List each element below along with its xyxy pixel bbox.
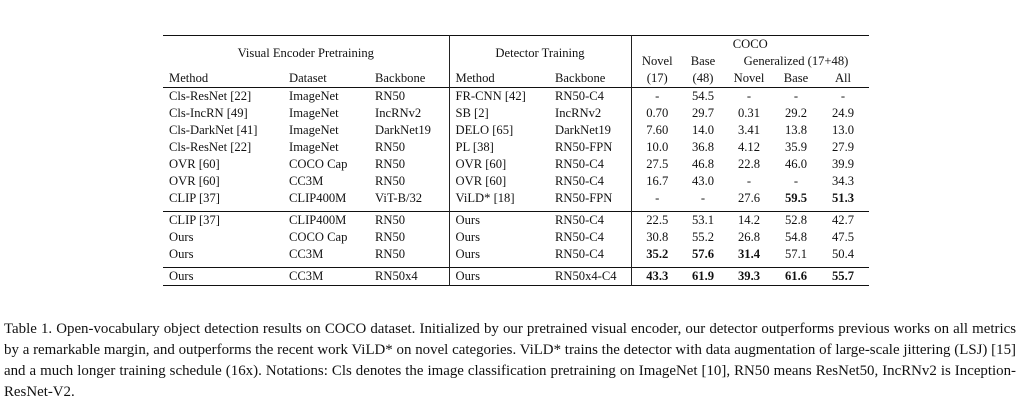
table-cell: 35.2 [631,246,683,263]
table-cell: 61.6 [784,269,808,284]
table-row [163,88,869,106]
table-cell: CLIP400M [289,213,347,228]
table-cell: - [700,191,706,206]
table-cell: COCO Cap [289,230,348,245]
table-cell: 50.4 [831,247,855,262]
table-cell: RN50-FPN [555,191,613,206]
table-cell: RN50-FPN [555,140,613,155]
table-cell: OVR [60] [449,156,549,173]
table-cell: 24.9 [831,106,855,121]
table-row [163,190,869,207]
table-cell: 22.8 [737,157,761,172]
table-cell: CLIP400M [289,191,347,206]
header-coco: COCO [631,36,869,54]
table-cell: CC3M [289,174,324,189]
table-cell: RN50x4 [375,269,418,284]
table-cell: 30.8 [631,229,683,246]
table-cell: RN50-C4 [555,230,604,245]
table-row [163,246,869,263]
table-cell: RN50-C4 [555,247,604,262]
table-row [163,105,869,122]
table-cell: 14.2 [737,213,761,228]
table-cell: 51.3 [831,191,855,206]
table-cell: CC3M [289,269,324,284]
table-cell: CLIP [37] [169,213,220,228]
results-table [163,35,869,286]
table-cell: RN50 [375,174,406,189]
table-cell: 27.5 [631,156,683,173]
header-base-line1: Base [690,54,716,69]
table-cell: Ours [449,268,549,286]
table-cell: 26.8 [737,230,761,245]
table-cell: RN50 [375,157,406,172]
table-cell: RN50 [375,89,406,104]
table-cell: 57.6 [691,247,715,262]
header-g-base: Base [783,71,809,86]
table-cell: 34.3 [831,174,855,189]
table-cell: 4.12 [737,140,761,155]
header-det-method: Method [449,70,549,88]
table-cell: Ours [449,212,549,230]
table-cell: 47.5 [831,230,855,245]
table-cell: 10.0 [631,139,683,156]
table-cell: 27.6 [737,191,761,206]
table-cell: 59.5 [784,191,808,206]
table-cell: IncRNv2 [555,106,602,121]
table-cell: CC3M [289,247,324,262]
table-cell: RN50-C4 [555,213,604,228]
header-detector-training: Detector Training [449,36,631,71]
table-cell: 0.31 [737,106,761,121]
header-base-line2: (48) [692,71,714,86]
table-cell: ViT-B/32 [375,191,423,206]
table-row [163,156,869,173]
table-cell: 22.5 [631,212,683,230]
table-cell: FR-CNN [42] [449,88,549,106]
header-generalized: Generalized (17+48) [743,54,849,69]
table-cell: DELO [65] [449,122,549,139]
table-cell: IncRNv2 [375,106,422,121]
table-cell: PL [38] [449,139,549,156]
header-det-backbone: Backbone [555,71,606,86]
table-cell: - [631,190,683,207]
table-cell: 35.9 [784,140,808,155]
table-cell: OVR [60] [169,174,220,189]
table-cell: RN50-C4 [555,89,604,104]
header-novel-line1: Novel [631,53,683,70]
table-cell: COCO Cap [289,157,348,172]
table-cell: Ours [449,229,549,246]
table-cell: 57.1 [784,247,808,262]
table-row [163,268,869,286]
table-cell: 53.1 [691,213,715,228]
table-cell: RN50x4-C4 [555,269,617,284]
table-cell: ImageNet [289,123,339,138]
table-cell: - [793,174,799,189]
table-cell: RN50-C4 [555,174,604,189]
table-cell: RN50 [375,247,406,262]
table-cell: - [840,89,846,104]
table-cell: 39.9 [831,157,855,172]
table-cell: Cls-IncRN [49] [169,106,248,121]
table-cell: 3.41 [737,123,761,138]
table-row [163,212,869,230]
results-table-container [163,35,869,286]
table-body [163,88,869,286]
table-cell: - [793,89,799,104]
table-cell: CLIP [37] [169,191,220,206]
table-cell: 43.3 [631,268,683,286]
table-cell: 0.70 [631,105,683,122]
table-cell: Ours [449,246,549,263]
header-backbone: Backbone [375,71,426,86]
table-cell: RN50 [375,140,406,155]
header-novel-line2: (17) [631,70,683,88]
table-cell: 36.8 [691,140,715,155]
table-cell: 46.0 [784,157,808,172]
table-cell: OVR [60] [169,157,220,172]
table-cell: 29.2 [784,106,808,121]
table-cell: 14.0 [691,123,715,138]
table-cell: Ours [169,269,194,284]
table-cell: 16.7 [631,173,683,190]
table-cell: 52.8 [784,213,808,228]
table-cell: Ours [169,230,194,245]
table-cell: DarkNet19 [555,123,611,138]
table-cell: - [746,174,752,189]
header-method: Method [169,71,209,86]
table-cell: 29.7 [691,106,715,121]
table-cell: ImageNet [289,140,339,155]
table-cell: OVR [60] [449,173,549,190]
caption-label: Table 1. [4,321,53,337]
table-caption [4,319,1016,403]
header-pretraining: Visual Encoder Pretraining [237,45,374,60]
header-dataset: Dataset [289,71,327,86]
table-cell: 27.9 [831,140,855,155]
table-cell: 42.7 [831,213,855,228]
table-cell: DarkNet19 [375,123,431,138]
table-cell: ImageNet [289,89,339,104]
table-cell: 55.2 [691,230,715,245]
table-cell: - [631,88,683,106]
table-cell: 61.9 [691,269,715,284]
header-g-novel: Novel [733,71,765,86]
table-cell: 43.0 [691,174,715,189]
table-cell: 13.0 [831,123,855,138]
table-row [163,122,869,139]
table-row [163,173,869,190]
table-cell: 39.3 [737,269,761,284]
table-cell: RN50 [375,230,406,245]
caption-text: Open-vocabulary object detection results on COCO dataset. Initialized by our pretrained visual encoder, our detector outperforms previous works on all metrics by a remarkable margin, and outperforms the recent work ViLD* on novel categories. ViLD* trains the detector with data augmentation of large-scale jittering (LSJ) [15] and a much longer training schedule (16x). Notations: Cls denotes the image classification pretraining on ImageNet [10], RN50 means ResNet50, IncRNv2 is Inception-ResNet-V2. [4,321,1016,400]
table-cell: 55.7 [831,269,855,284]
table-cell: - [746,89,752,104]
table-cell: ViLD* [18] [449,190,549,207]
table-cell: ImageNet [289,106,339,121]
table-cell: SB [2] [449,105,549,122]
table-cell: Cls-ResNet [22] [169,140,252,155]
table-cell: 13.8 [784,123,808,138]
table-cell: 54.8 [784,230,808,245]
table-cell: Ours [169,247,194,262]
table-cell: RN50-C4 [555,157,604,172]
table-cell: 54.5 [691,89,715,104]
table-cell: Cls-DarkNet [41] [169,123,258,138]
table-row [163,229,869,246]
table-cell: 46.8 [691,157,715,172]
table-cell: RN50 [375,213,406,228]
table-cell: 31.4 [737,247,761,262]
table-row [163,139,869,156]
table-cell: Cls-ResNet [22] [169,89,252,104]
header-g-all: All [834,71,852,86]
table-cell: 7.60 [631,122,683,139]
